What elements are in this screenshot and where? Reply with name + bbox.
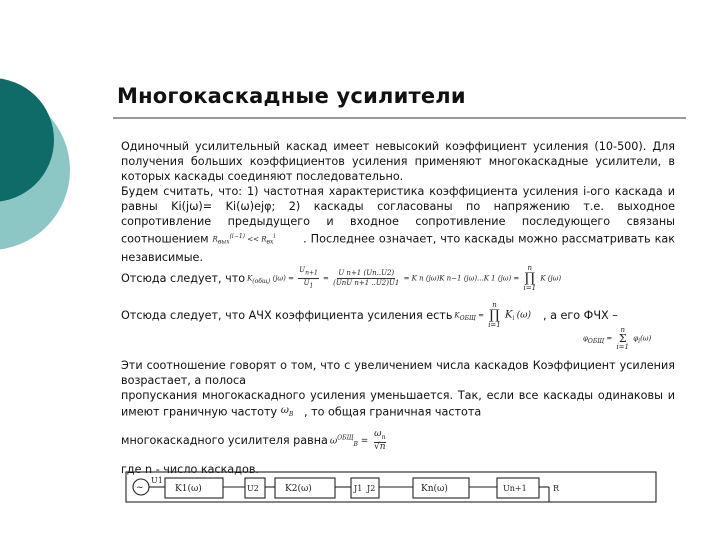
frequency-response-row (121, 302, 675, 329)
cascade-block-diagram (125, 466, 659, 508)
k1-label: K1(ω) (175, 484, 202, 494)
paragraph-conclusion-2: пропускания многокаскадного усиления уменьшается. Так, если все каскады одинаковы и имеют граничную частоту $\omega_B$ , то общая граничная частота (121, 388, 675, 422)
kn-label: Kn(ω) (421, 484, 448, 494)
u2-label: U2 (247, 484, 259, 493)
product-expansion: = K n (jω)K n−1 (jω)...K 1 (jω) = (403, 274, 520, 283)
k2-label: K2(ω) (285, 484, 312, 494)
title-rule (113, 117, 686, 119)
j2-label: J2 (367, 484, 376, 493)
phase-formula-row (121, 327, 675, 350)
fraction-1: $\frac{U_{n+1}}{U_1}$ (299, 266, 318, 290)
j1-label: J1 (354, 484, 363, 493)
cutoff-fraction: $\frac{\omega_n}{√n}$ (373, 428, 386, 452)
paragraph-assumptions (121, 184, 675, 265)
amplitude-formula: $K_{ОБЩ}$ = n ∏ i=1 $K_i$ (ω) (454, 300, 531, 329)
assumptions-text: Будем считать, что: 1) частотная характеристика коэффициента усиления i-ого каскада и равны Ki(jω)= Ki(ω)ejφ; 2) каскады согласованы по напряжению т.е. выходное сопротивление предыдущего и входное сопротивление последующего связаны соотношением (121, 185, 675, 246)
total-cutoff-row (121, 430, 675, 452)
fraction-2: $\frac{\text{U n+1 (Un..U2)}}{\text{(UnU n+1 ..U2)U1}}$ (333, 268, 400, 287)
un1-label: Un+1 (503, 484, 527, 493)
source-label: ~ (136, 483, 144, 493)
amplitude-product: n ∏ i=1 (488, 300, 501, 329)
product-operator: n ∏ i=1 (523, 263, 537, 292)
load-label: R (553, 484, 560, 493)
total-cutoff-lead: многокаскадного усилителя равна (121, 434, 328, 448)
paragraph-conclusion-1: Эти соотношение говорят о том, что с увеличением числа каскадов Коэффициент усиления возрастает, а полоса (121, 358, 675, 387)
slide-body (121, 139, 675, 477)
phase-response-lead: , а его ФЧХ – (543, 308, 618, 322)
independence-note: . Последнее означает, что каскады можно рассматривать как независимые. (121, 232, 675, 264)
total-gain-formula: $K_{(общ)}$ (jω) = $\frac{U_{n+1}}{U_1}$ = $\frac{\text{U n+1 (Un..U2)}}{\text{(UnU n+1 ..U2)U1}}$ = K n (jω)K n−1 (jω)...K 1 (jω) = n ∏ i=1 K (jω) (247, 263, 562, 292)
slide-title: Многокаскадные усилители (117, 84, 466, 108)
phase-formula: $\varphi_{ОБЩ}$ = n Σ i=1 $\varphi_i(\omega)$ (583, 325, 652, 351)
paragraph-intro: Одиночный усилительный каскад имеет невысокий коэффициент усиления (10-500). Для получения больших коэффициентов усиления применяют многокаскадные усилители, в которых каскады соединяют последовательно. (121, 140, 675, 183)
amplitude-response-lead: Отсюда следует, что АЧХ коэффициента усиления есть (121, 308, 453, 322)
gain-formula-row (121, 265, 675, 292)
phase-sum: n Σ i=1 (616, 325, 629, 351)
cutoff-frequency-symbol: $\omega_B$ (280, 404, 294, 418)
u1-label: U1 (151, 476, 163, 485)
impedance-relation: $R_{вых}^{(i-1)} << R_{вх}^i$ (212, 233, 276, 246)
gain-formula-lead: Отсюда следует, что (121, 271, 246, 285)
total-cutoff-formula: $\omega^{ОБЩ}_B$ = $\frac{\omega_n}{√n}$ (329, 428, 386, 452)
paragraph-footnote: где n - число каскадов. (121, 462, 259, 476)
